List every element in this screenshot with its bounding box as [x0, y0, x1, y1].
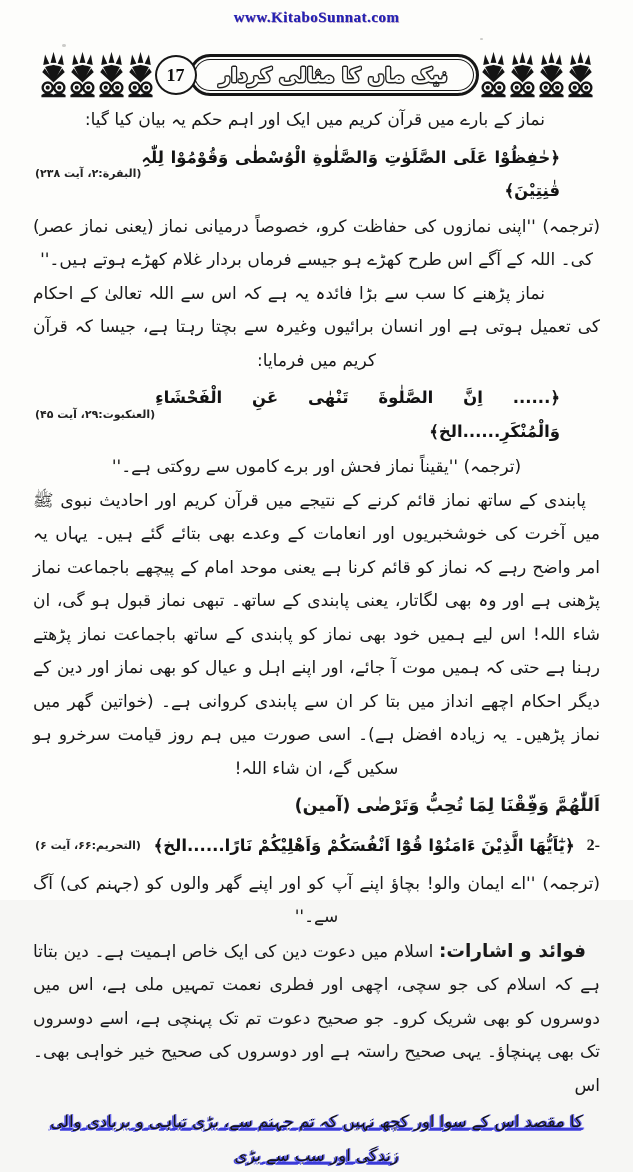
quran-verse-1: ﴿حٰفِظُوْا عَلَی الصَّلَوٰتِ وَالصَّلٰوةِ الْوُسْطٰی وَقُوْمُوْا لِلّٰہِ قٰنِتِیْنَ﴾ — [141, 147, 560, 200]
quran-verse-2-reference: (العنکبوت:۲۹، آیت ۴۵) — [35, 407, 156, 421]
floral-ornament-icon — [68, 52, 97, 98]
quran-verse-2-row — [33, 381, 600, 448]
quran-verse-3-reference: (التحریم:۶۶، آیت ۶) — [35, 838, 141, 852]
floral-ornament-icon — [97, 52, 126, 98]
highlighted-footer-line[interactable]: کا مقصد اس کے سوا اور کچھ نہیں کہ تم جہنم سے، بڑی تباہی و بربادی والی زندگی اور سب سے بڑی — [50, 1112, 583, 1165]
floral-ornament-icon — [566, 52, 595, 98]
scan-speck — [480, 38, 483, 40]
quran-verse-2: ﴿...... اِنَّ الصَّلٰوةَ تَنْهٰی عَنِ الْفَحْشَاءِ وَالْمُنْكَرِ......الخ﴾ — [155, 388, 560, 441]
verse-3-group — [154, 829, 600, 863]
quran-verse-1-reference: (البقرة:۲، آیت ۲۳۸) — [35, 167, 142, 181]
site-url-link[interactable]: www.KitaboSunnat.com — [233, 10, 400, 26]
intro-line: نماز کے بارے میں قرآن کریم میں ایک اور اہم حکم یہ بیان کیا گیا: — [84, 110, 545, 130]
left-ornament-row — [39, 52, 155, 98]
translation-2: (ترجمہ) ''یقیناً نماز فحش اور برے کاموں سے روکتی ہے۔'' — [111, 457, 522, 477]
paragraph-regular-prayer: پابندی کے ساتھ نماز قائم کرنے کے نتیجے میں قرآن کریم اور احادیث نبوی ﷺ میں آخرت کی خوشخبریوں اور انعامات کے وعدے بھی بتائے گئے ہیں۔ یہاں یہ امر واضح رہے کہ نماز کو قائم کرنا ہے یعنی موحد امام کے پیچھے باجماعت نماز پڑھنی ہے اور وہ بھی لگاتار، یعنی پابندی کے ساتھ۔ تبھی نماز قبول ہو گی، ان شاء اللہ! اس لیے ہمیں خود بھی نماز کو پابندی کے ساتھ باجماعت نماز پڑھتے رہنا ہے حتی کہ ہمیں موت آ جائے، اور اپنے اہل و عیال کو بھی نماز اور دین کے دیگر احکام اچھے انداز میں بتا کر ان سے پابندی کروانی ہے۔ (خواتین گھر میں نماز پڑھیں۔ یہ زیادہ افضل ہے)۔ اسی صورت میں ہم روز قیامت سرخرو ہو سکیں گے، ان شاء اللہ! — [33, 490, 600, 779]
floral-ornament-icon — [508, 52, 537, 98]
translation-3: (ترجمہ) ''اے ایمان والو! بچاؤ اپنے آپ کو اور اپنے گھر والوں کو (جہنم کی) آگ سے۔'' — [33, 873, 600, 927]
dua-line: اَللّٰهُمَّ وَفِّقْنَا لِمَا تُحِبُّ وَتَرْضٰی (آمین) — [294, 796, 600, 816]
chapter-title-calligraphy: نیک ماں کا مثالی کردار — [219, 63, 448, 87]
translation-1: (ترجمہ) ''اپنی نمازوں کی حفاظت کرو، خصوصاً درمیانی نماز (یعنی نماز عصر) کی۔ اللہ کے آگے اس طرح کھڑے ہو جیسے فرماں بردار غلام کھڑے ہوتے ہیں۔'' — [33, 216, 600, 270]
floral-ornament-icon — [126, 52, 155, 98]
benefits-heading: فوائد و اشارات: — [439, 940, 587, 962]
benefits-paragraph — [33, 935, 600, 1104]
page-body-text — [33, 104, 600, 1172]
floral-ornament-icon — [39, 52, 68, 98]
floral-ornament-icon — [537, 52, 566, 98]
verse-3-number: 2- — [586, 836, 600, 854]
quran-verse-1-row — [33, 141, 600, 208]
chapter-title-box — [189, 54, 479, 96]
header-band — [28, 50, 605, 100]
right-ornament-row — [479, 52, 595, 98]
scan-speck — [62, 44, 66, 47]
benefits-body: اسلام میں دعوت دین کی ایک خاص اہمیت ہے۔ دین بتاتا ہے کہ اسلام کی جو سچی، اچھی اور فطری نعمت تمہیں ملی ہے، اس میں دوسروں کو بھی شریک کرو۔ جو صحیح دعوت تم تک پہنچی ہے، اسے دوسروں تک بھی پہنچاؤ۔ یہی صحیح راستہ ہے اور دوسروں کی صحیح خیر خواہی بھی۔ اس — [33, 941, 600, 1096]
floral-ornament-icon — [479, 52, 508, 98]
paragraph-benefit-of-prayer: نماز پڑھنے کا سب سے بڑا فائدہ یہ ہے کہ اس سے اللہ تعالیٰ کے احکام کی تعمیل ہوتی ہے اور انسان برائیوں وغیرہ سے بچتا رہتا ہے، جیسا کہ قرآن کریم میں فرمایا: — [33, 283, 600, 371]
quran-verse-3-row — [33, 827, 600, 865]
page-number: 17 — [155, 55, 197, 95]
quran-verse-3: ﴿یٰٓاَیُّهَا الَّذِیْنَ ءَامَنُوْا قُوْٓا اَنْفُسَكُمْ وَاَهْلِیْكُمْ نَارًا......الخ﴾ — [153, 835, 575, 855]
